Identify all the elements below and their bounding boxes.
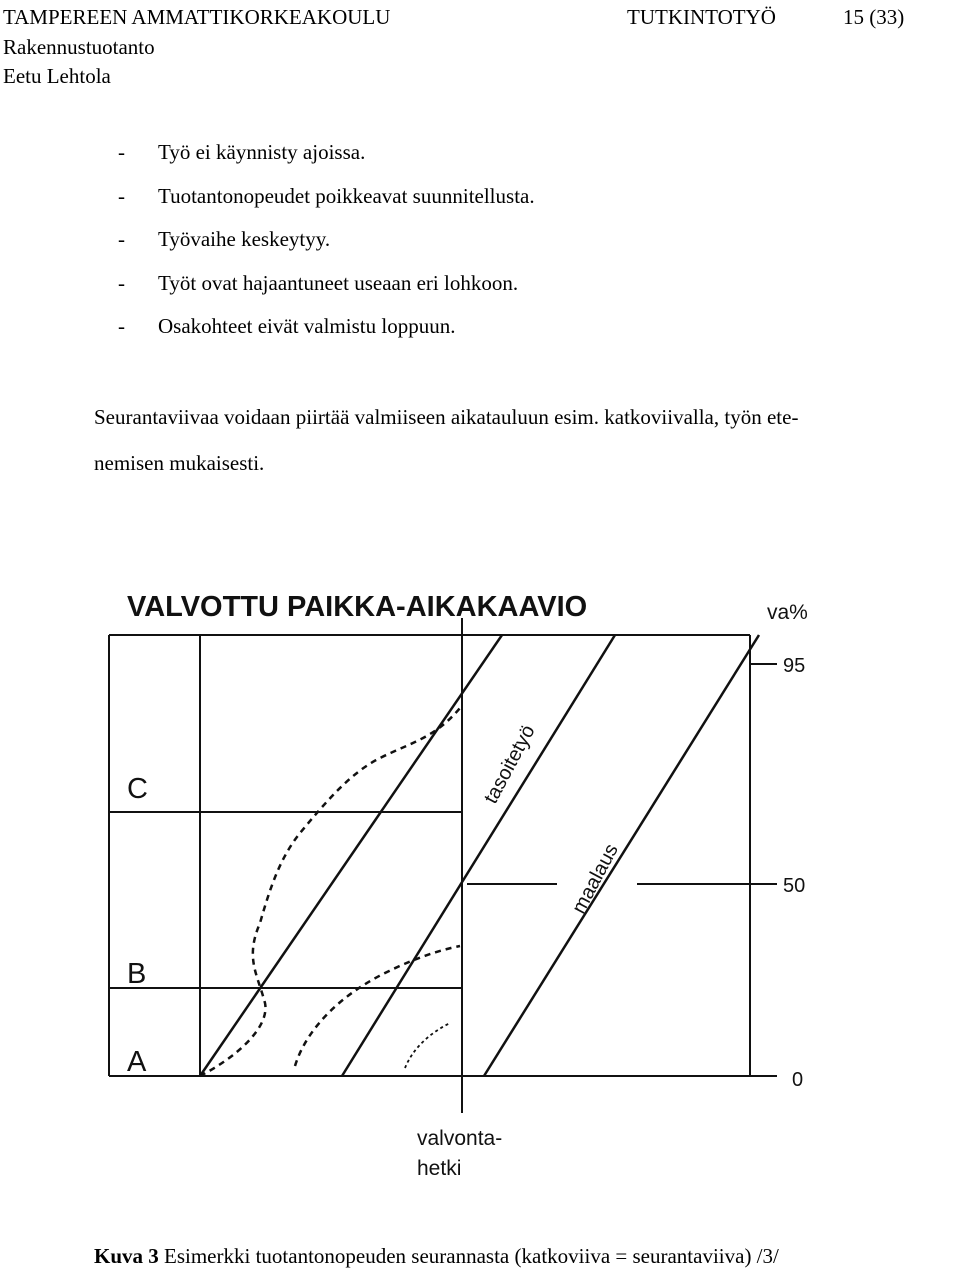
figure-background [95, 578, 855, 1193]
section-label-c: C [127, 773, 148, 805]
tick-label-95: 95 [783, 655, 806, 677]
caption-label: Kuva 3 [94, 1244, 159, 1268]
axis-unit-label: va% [767, 601, 808, 624]
paragraph-line-2: nemisen mukaisesti. [94, 451, 265, 475]
document-type: TUTKINTOTYÖ [627, 5, 776, 29]
bullet-dash: - [118, 227, 125, 251]
author: Eetu Lehtola [3, 64, 111, 88]
list-item-text: Tuotantonopeudet poikkeavat suunnitellusta. [158, 183, 535, 208]
list-item [118, 224, 535, 268]
list-item [118, 137, 535, 181]
figure-caption [94, 1243, 779, 1269]
bullet-list [118, 137, 535, 355]
list-item [118, 268, 535, 312]
institution-name: TAMPEREEN AMMATTIKORKEAKOULU [3, 5, 391, 29]
section-label-b: B [127, 958, 147, 990]
department: Rakennustuotanto [3, 35, 155, 59]
bullet-dash: - [118, 314, 125, 338]
list-item-text: Työt ovat hajaantuneet useaan eri lohkoon. [158, 270, 519, 295]
line-label-tasoitetyo: tasoitetyö [479, 721, 540, 808]
line-label-maalaus: maalaus [567, 840, 623, 918]
control-time-label-1: valvonta- [417, 1127, 503, 1150]
caption-text: Esimerkki tuotantonopeuden seurannasta (katkoviiva = seurantaviiva) /3/ [158, 1244, 779, 1268]
list-item-text: Osakohteet eivät valmistu loppuun. [158, 314, 456, 338]
tick-label-50: 50 [783, 875, 806, 897]
paragraph-line-1: Seurantaviivaa voidaan piirtää valmiiseen aikatauluun esim. katkoviivalla, työn ete- [94, 405, 799, 429]
section-label-a: A [127, 1046, 147, 1078]
list-item-text: Työ ei käynnisty ajoissa. [158, 140, 366, 164]
bullet-dash: - [118, 270, 125, 295]
tick-label-0: 0 [792, 1069, 804, 1091]
location-time-diagram [95, 578, 855, 1193]
figure [95, 578, 855, 1193]
diagram-title: VALVOTTU PAIKKA-AIKAKAAVIO [127, 591, 588, 623]
list-item [118, 311, 535, 355]
list-item [118, 181, 535, 225]
bullet-dash: - [118, 140, 125, 164]
bullet-dash: - [118, 183, 125, 208]
page-number: 15 (33) [843, 5, 905, 29]
list-item-text: Työvaihe keskeytyy. [158, 227, 331, 251]
control-time-label-2: hetki [417, 1157, 462, 1180]
